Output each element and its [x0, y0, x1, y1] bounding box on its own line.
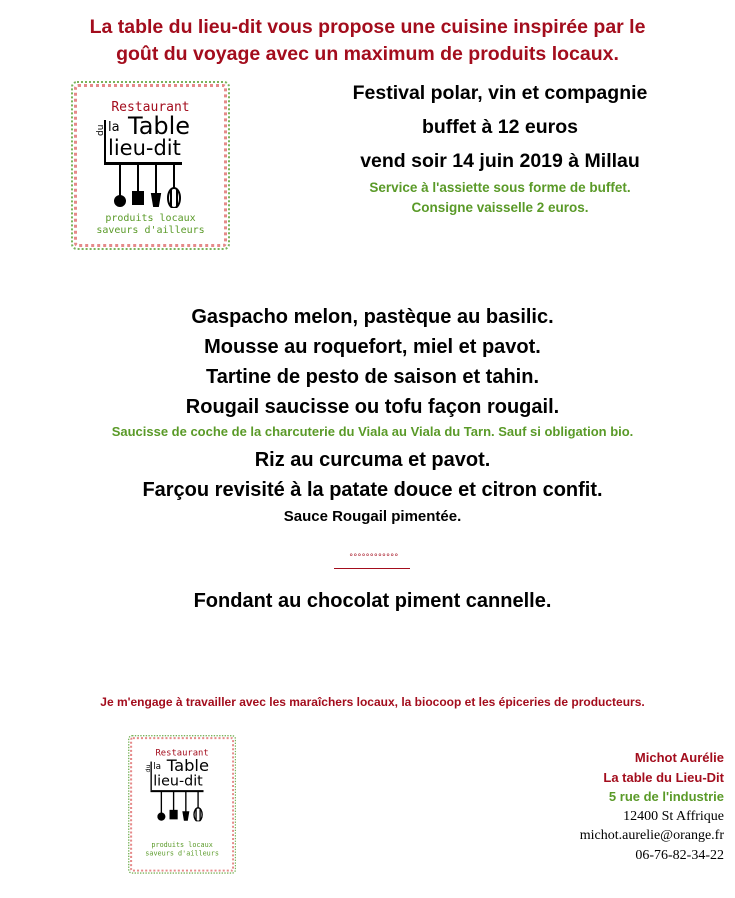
logo-table: Table	[128, 112, 191, 140]
event-deposit: Consigne vaisselle 2 euros.	[411, 200, 589, 215]
intro-text	[0, 14, 735, 68]
menu-dessert: Fondant au chocolat piment cannelle.	[193, 590, 552, 612]
menu-dish-6: Farçou revisité à la patate douce et citron confit.	[142, 479, 603, 501]
footer-logo-table: Table	[166, 756, 210, 776]
logo-la: la	[108, 120, 120, 135]
footer-logo-tagline-2: saveurs d'ailleurs	[145, 849, 219, 858]
logo-restaurant-label: Restaurant	[111, 100, 190, 115]
contact-business: La table du Lieu-Dit	[603, 769, 724, 785]
footer-logo-lieudit: lieu-dit	[153, 772, 203, 789]
footer-logo-tagline-1: produits locaux	[151, 841, 213, 850]
contact-phone: 06-76-82-34-22	[635, 847, 724, 863]
footer-kitchen-utensils-icon	[157, 791, 209, 821]
event-price: buffet à 12 euros	[421, 116, 579, 138]
contact-block	[580, 748, 724, 865]
logo-tagline-2: saveurs d'ailleurs	[96, 225, 205, 236]
logo-du: du	[96, 124, 106, 136]
menu-note-sauce: Sauce Rougail pimentée.	[283, 508, 462, 525]
logo-lieudit: lieu-dit	[108, 136, 181, 160]
intro-line-1: La table du lieu-dit vous propose une cuisine inspirée par le	[89, 16, 646, 38]
footer-logo-restaurant-label: Restaurant	[155, 747, 209, 759]
contact-city: 12400 St Affrique	[623, 808, 724, 824]
contact-street: 5 rue de l'industrie	[608, 789, 724, 804]
menu-dish-1: Gaspacho melon, pastèque au basilic.	[191, 306, 554, 328]
kitchen-utensils-icon	[114, 164, 190, 208]
separator-dots: °°°°°°°°°°°°	[349, 552, 399, 562]
separator-line	[334, 568, 410, 569]
contact-email[interactable]: michot.aurelie@orange.fr	[579, 828, 724, 843]
event-service: Service à l'assiette sous forme de buffet.	[369, 180, 631, 195]
footer-logo-du: du	[145, 764, 152, 773]
restaurant-logo	[68, 78, 233, 253]
event-title: Festival polar, vin et compagnie	[352, 82, 648, 104]
menu-dish-2: Mousse au roquefort, miel et pavot.	[204, 336, 541, 358]
restaurant-logo-footer	[126, 733, 238, 877]
contact-name: Michot Aurélie	[634, 750, 724, 765]
event-date: vend soir 14 juin 2019 à Millau	[360, 150, 640, 172]
logo-tagline-1: produits locaux	[105, 213, 196, 224]
menu-dish-4: Rougail saucisse ou tofu façon rougail.	[185, 396, 560, 418]
footer-logo-la: la	[153, 761, 162, 772]
menu-note-sausage: Saucisse de coche de la charcuterie du Viala au Viala du Tarn. Sauf si obligation bio.	[111, 424, 634, 439]
intro-line-2: goût du voyage avec un maximum de produits locaux.	[116, 43, 619, 65]
menu-list	[0, 302, 735, 529]
commitment-text: Je m'engage à travailler avec les maraîchers locaux, la biocoop et les épiceries de producteurs.	[100, 695, 645, 709]
event-block	[270, 76, 730, 218]
menu-dish-5: Riz au curcuma et pavot.	[254, 449, 491, 471]
menu-dish-3: Tartine de pesto de saison et tahin.	[205, 366, 540, 388]
